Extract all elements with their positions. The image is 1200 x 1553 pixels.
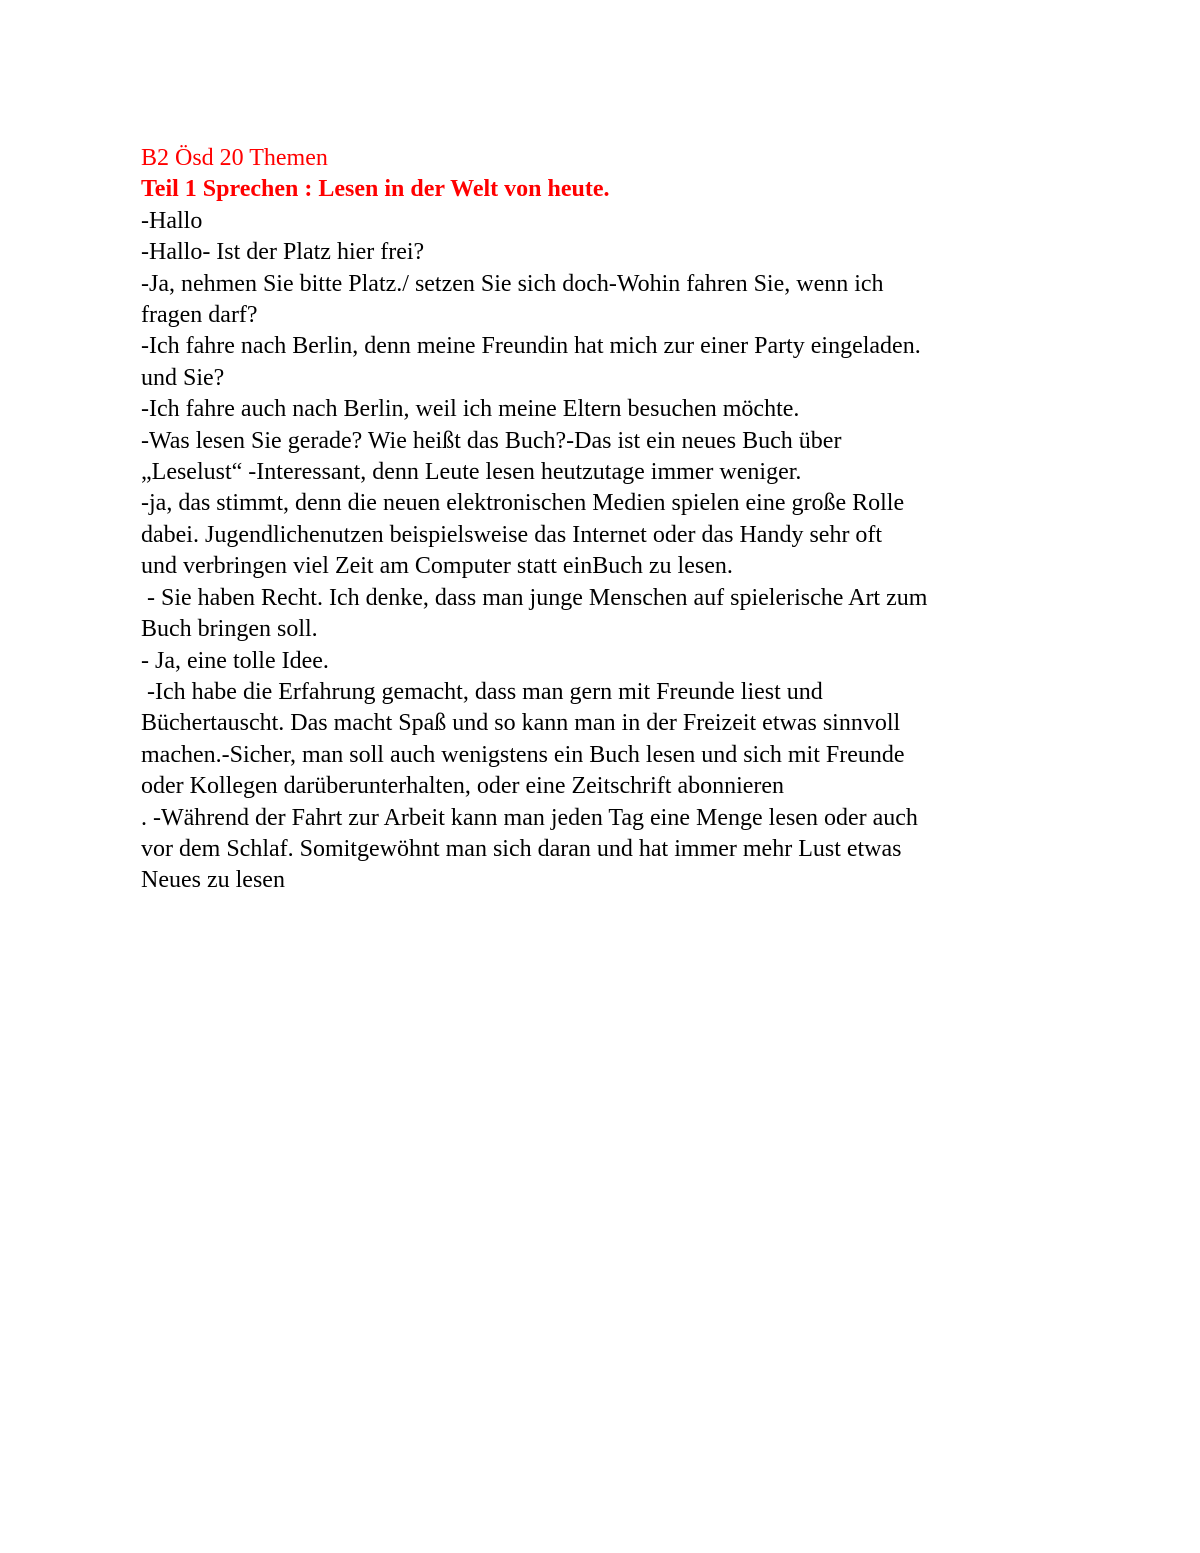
- document-body: [141, 143, 1061, 897]
- text-line: Büchertauscht. Das macht Spaß und so kann man in der Freizeit etwas sinnvoll: [141, 710, 901, 737]
- text-line: fragen darf?: [141, 302, 258, 329]
- text-line: oder Kollegen darüberunterhalten, oder eine Zeitschrift abonnieren: [141, 773, 785, 800]
- text-line: -Hallo- Ist der Platz hier frei?: [141, 239, 425, 266]
- text-line: - Sie haben Recht. Ich denke, dass man junge Menschen auf spielerische Art zum: [141, 584, 928, 611]
- text-line: -Ich fahre auch nach Berlin, weil ich meine Eltern besuchen möchte.: [141, 396, 800, 423]
- text-line: und verbringen viel Zeit am Computer statt einBuch zu lesen.: [141, 553, 733, 580]
- document-title: B2 Ösd 20 Themen: [141, 145, 328, 171]
- text-line: -Was lesen Sie gerade? Wie heißt das Buch?-Das ist ein neues Buch über: [141, 427, 842, 454]
- text-line: -ja, das stimmt, denn die neuen elektronischen Medien spielen eine große Rolle: [141, 490, 905, 517]
- text-line: -Ich fahre nach Berlin, denn meine Freundin hat mich zur einer Party eingeladen.: [141, 333, 921, 360]
- text-line: Neues zu lesen: [141, 867, 285, 894]
- text-line: machen.-Sicher, man soll auch wenigstens ein Buch lesen und sich mit Freunde: [141, 741, 905, 768]
- text-line: -Hallo: [141, 207, 203, 234]
- text-line: -Ich habe die Erfahrung gemacht, dass man gern mit Freunde liest und: [141, 678, 823, 705]
- text-line: dabei. Jugendlichenutzen beispielsweise das Internet oder das Handy sehr oft: [141, 521, 883, 548]
- text-line: Buch bringen soll.: [141, 616, 318, 643]
- text-line: „Leselust“ -Interessant, denn Leute lesen heutzutage immer weniger.: [141, 459, 802, 486]
- text-line: - Ja, eine tolle Idee.: [141, 647, 329, 674]
- text-line: und Sie?: [141, 364, 225, 391]
- text-line: . -Während der Fahrt zur Arbeit kann man jeden Tag eine Menge lesen oder auch: [141, 804, 918, 831]
- section-heading: Teil 1 Sprechen : Lesen in der Welt von heute.: [141, 176, 610, 203]
- text-line: vor dem Schlaf. Somitgewöhnt man sich daran und hat immer mehr Lust etwas: [141, 835, 902, 862]
- text-line: -Ja, nehmen Sie bitte Platz./ setzen Sie sich doch-Wohin fahren Sie, wenn ich: [141, 270, 884, 297]
